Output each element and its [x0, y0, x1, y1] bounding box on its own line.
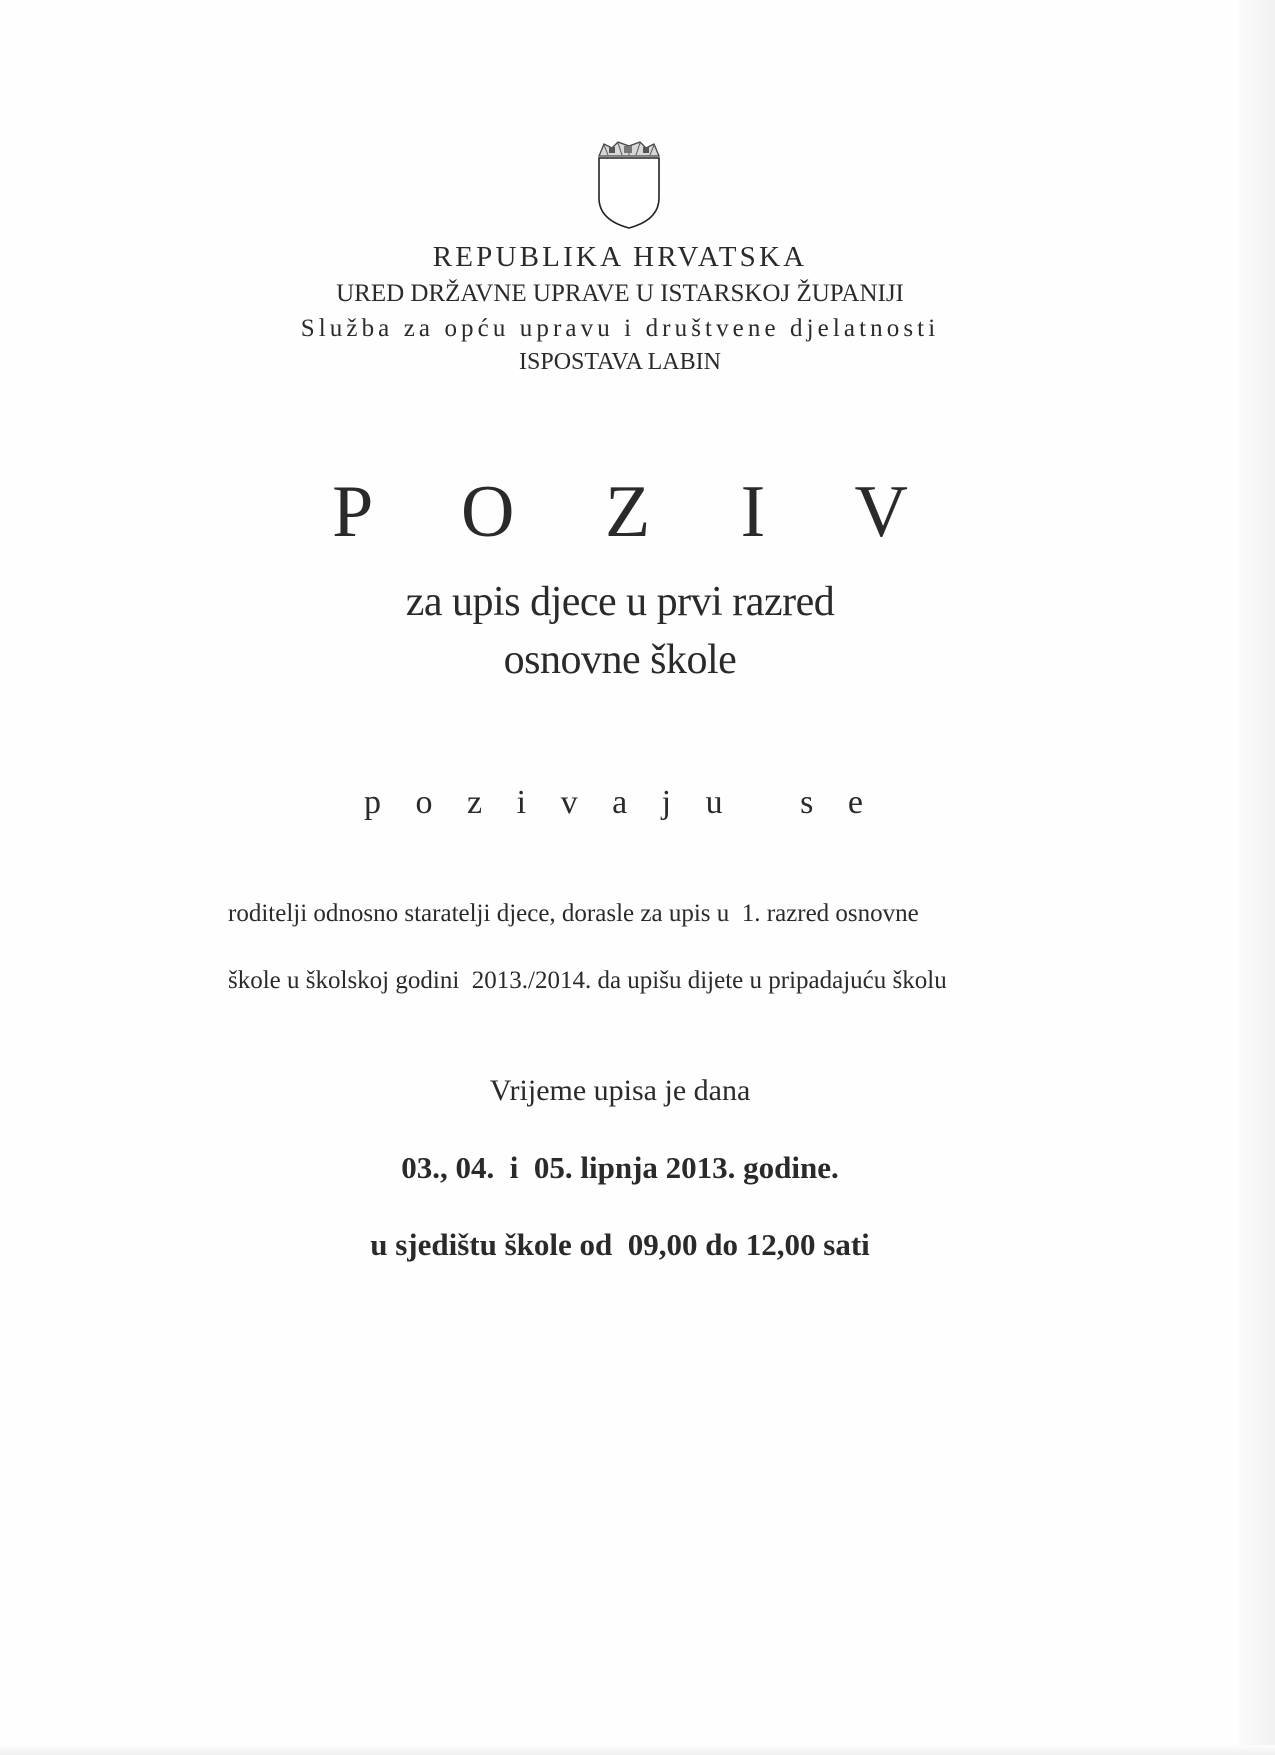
subtitle-line-1: za upis djece u prvi razred [405, 579, 835, 625]
body-line-1: roditelji odnosno staratelji djece, dorasle za upis u 1. razred osnovne [228, 900, 919, 927]
invitation-text: p o z i v a j u s e [364, 784, 876, 821]
scan-edge-shadow [1239, 0, 1275, 1755]
coat-of-arms-icon [596, 140, 662, 230]
enrollment-intro: Vrijeme upisa je dana [489, 1074, 751, 1107]
enrollment-dates: 03., 04. i 05. lipnja 2013. godine. [401, 1150, 839, 1185]
crown-icon [599, 142, 659, 156]
service-name: Služba za opću upravu i društvene djelatnosti [300, 315, 940, 342]
office-name: URED DRŽAVNE UPRAVE U ISTARSKOJ ŽUPANIJI [336, 280, 904, 307]
document-title: P O Z I V [332, 471, 944, 553]
scan-bottom-edge [0, 1745, 1275, 1755]
subtitle-line-2: osnovne škole [503, 637, 737, 683]
country-name: REPUBLIKA HRVATSKA [432, 241, 808, 273]
branch-name: ISPOSTAVA LABIN [519, 349, 721, 375]
invitation-heading [0, 784, 1240, 822]
enrollment-location-time: u sjedištu škole od 09,00 do 12,00 sati [370, 1227, 870, 1262]
checkerboard-shield-icon [599, 158, 659, 230]
body-line-2: škole u školskoj godini 2013./2014. da upišu dijete u pripadajuću školu [228, 967, 947, 994]
